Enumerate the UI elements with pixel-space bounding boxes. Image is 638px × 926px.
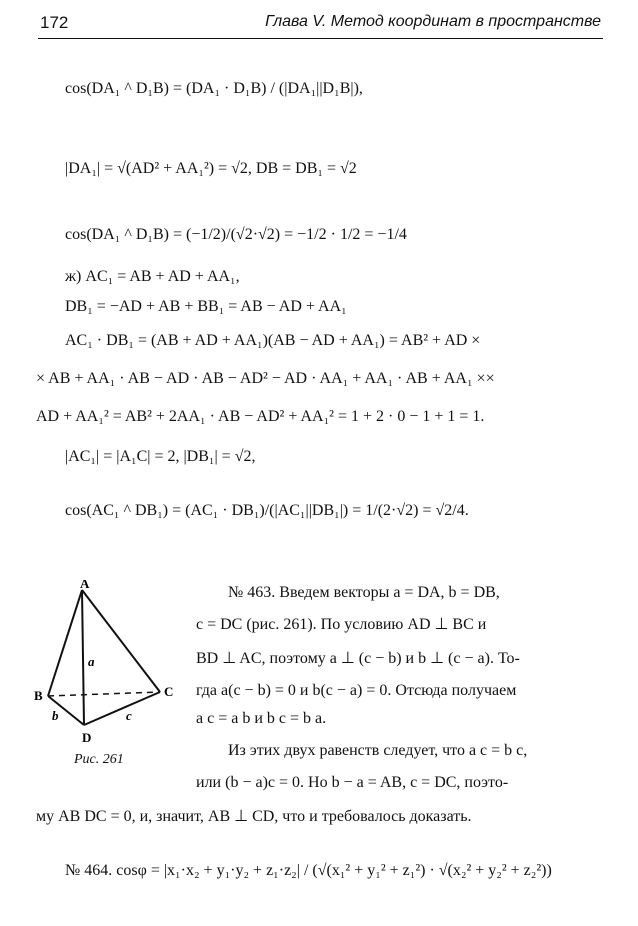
vector-b-label: b [52, 708, 59, 723]
page-number: 172 [40, 13, 69, 32]
formula-line-3: cos(DA₁ ^ D₁B) = (−1/2)/(√2·√2) = −1/2 · 1/2 = −1/4 [65, 226, 407, 243]
vector-a-label: a [88, 654, 95, 669]
problem-463-line-4: гда a(c − b) = 0 и b(c − a) = 0. Отсюда получаем [196, 682, 517, 699]
label-a: A [80, 580, 90, 591]
edge-ab [48, 590, 82, 696]
formula-line-4: ж) AC₁ = AB + AD + AA₁, [65, 268, 240, 285]
formula-line-1: cos(DA₁ ^ D₁B) = (DA₁ · D₁B) / (|DA₁||D₁B|), [65, 80, 363, 97]
problem-463-line-6: Из этих двух равенств следует, что a c = b c, [228, 742, 528, 759]
formula-line-9: |AC₁| = |A₁C| = 2, |DB₁| = √2, [65, 448, 256, 465]
label-d: D [82, 730, 92, 745]
formula-line-2: |DA₁| = √(AD² + AA₁²) = √2, DB = DB₁ = √2 [65, 160, 357, 177]
problem-463-line-1: № 463. Введем векторы a = DA, b = DB, [228, 584, 500, 601]
formula-line-6: AC₁ · DB₁ = (AB + AD + AA₁)(AB − AD + AA₁) = AB² + AD × [65, 332, 481, 349]
tetrahedron-diagram [30, 580, 190, 750]
problem-463-line-3: BD ⊥ AC, поэтому a ⊥ (c − b) и b ⊥ (c − a). То- [196, 650, 520, 667]
problem-463-line-2: c = DC (рис. 261). По условию AD ⊥ BC и [196, 616, 487, 633]
label-b: B [34, 688, 43, 703]
edge-bc [48, 692, 160, 696]
edge-ad [82, 590, 84, 725]
formula-line-8: AD + AA₁² = AB² + 2AA₁ · AB − AD² + AA₁² = 1 + 2 · 0 − 1 + 1 = 1. [36, 408, 485, 425]
vector-c-label: c [126, 708, 132, 723]
formula-line-5: DB₁ = −AD + AB + BB₁ = AB − AD + AA₁ [65, 298, 347, 315]
edge-cd [84, 692, 160, 725]
formula-line-10: cos(AC₁ ^ DB₁) = (AC₁ · DB₁)/(|AC₁||DB₁|) = 1/(2·√2) = √2/4. [65, 502, 469, 519]
page-header [38, 10, 603, 39]
problem-463-line-5: a c = a b и b c = b a. [196, 710, 327, 727]
problem-463-line-8: му AB DC = 0, и, значит, AB ⊥ CD, что и требовалось доказать. [36, 808, 472, 825]
problem-464-formula: № 464. cosφ = |x₁·x₂ + y₁·y₂ + z₁·z₂| / (√(x₁² + y₁² + z₁²) · √(x₂² + y₂² + z₂²)) [65, 862, 552, 879]
figure-caption: Рис. 261 [74, 752, 124, 767]
edge-ac [82, 590, 160, 692]
problem-463-line-7: или (b − a)c = 0. Но b − a = AB, c = DC, поэто- [196, 774, 509, 791]
label-c: C [164, 684, 174, 699]
tetrahedron-figure [30, 580, 190, 755]
chapter-title: Глава V. Метод координат в пространстве [265, 13, 601, 30]
formula-line-7: × AB + AA₁ · AB − AD · AB − AD² − AD · AA₁ + AA₁ · AB + AA₁ ×× [36, 370, 495, 387]
